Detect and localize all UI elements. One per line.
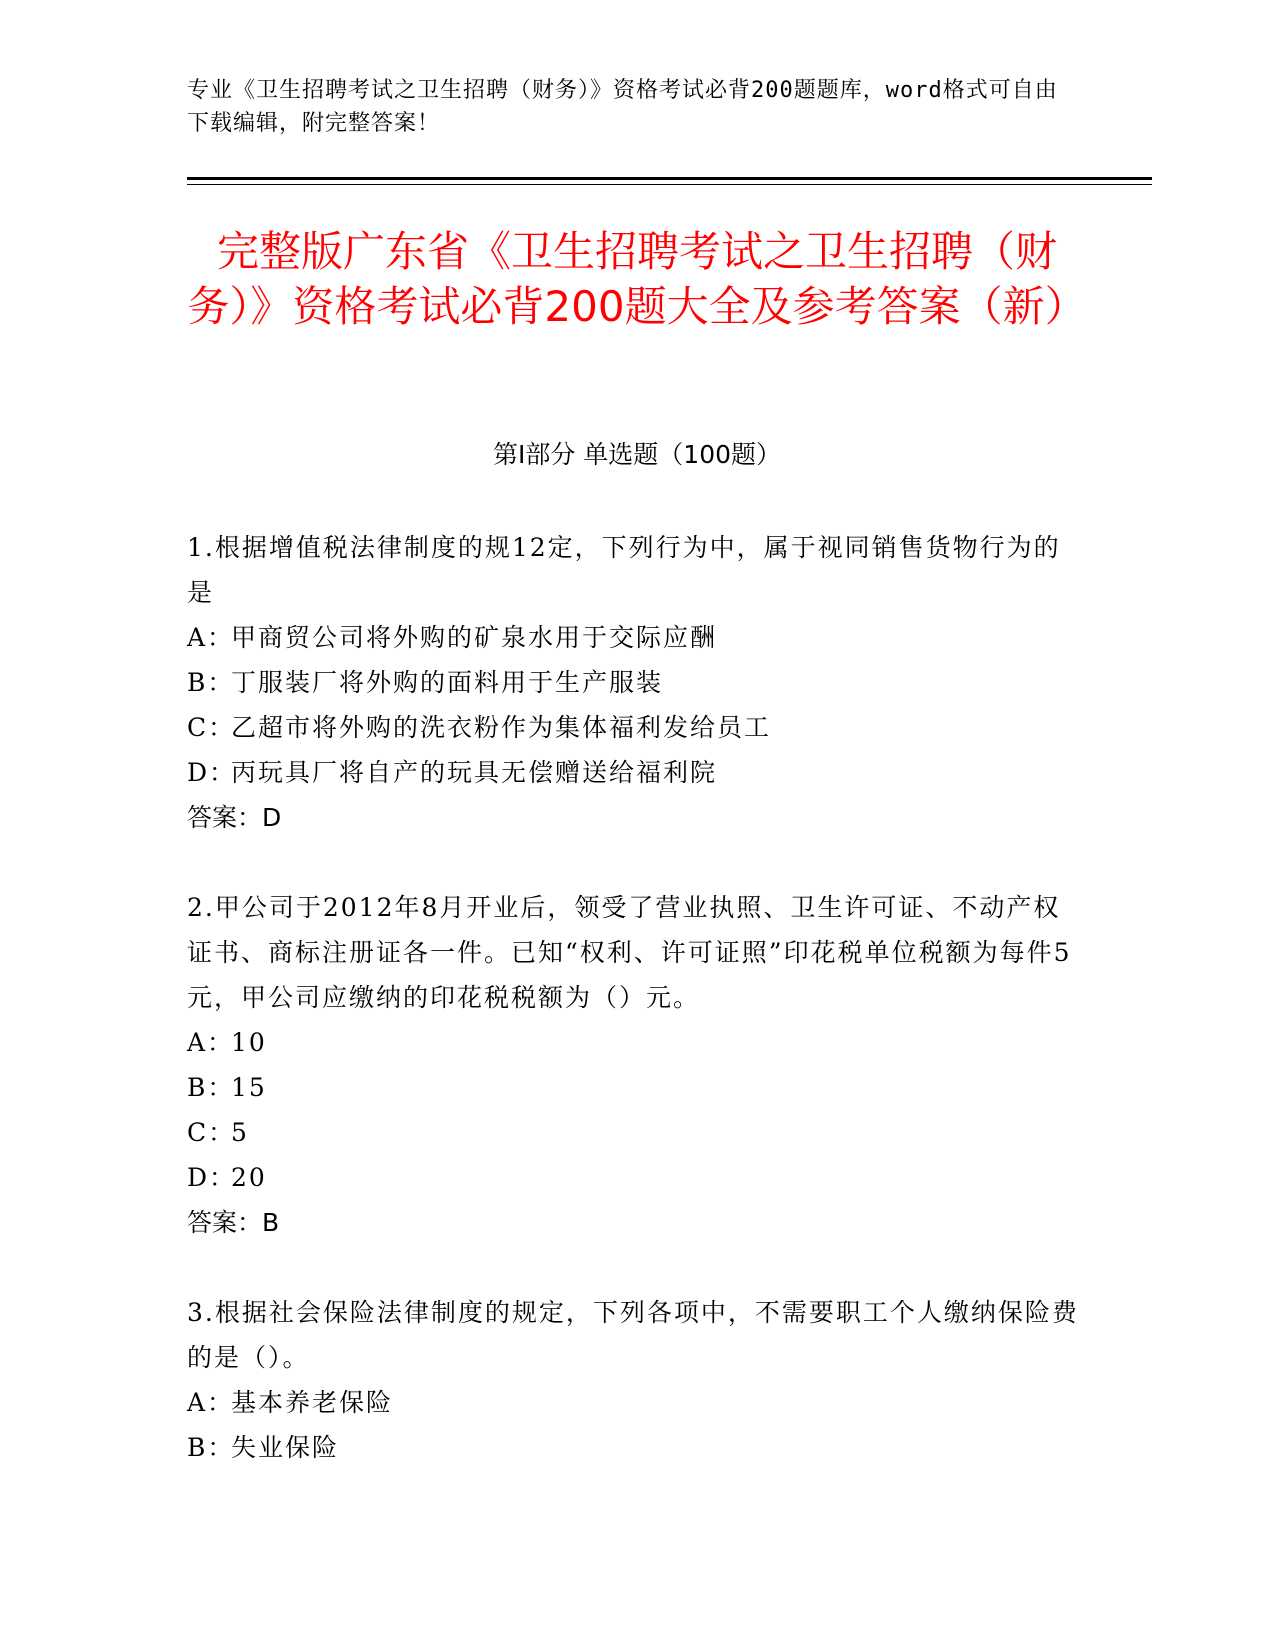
option-key: C： [187,713,236,742]
option-key: B： [187,1073,235,1102]
option-d [187,1155,1087,1200]
question-stem: 3.根据社会保险法律制度的规定，下列各项中，不需要职工个人缴纳保险费的是（）。 [187,1298,1079,1372]
option-text: 20 [231,1163,267,1192]
option-key: B： [187,668,235,697]
option-text: 15 [231,1073,267,1102]
option-a [187,1380,1087,1425]
option-text: 基本养老保险 [231,1388,394,1417]
option-text: 丙玩具厂将自产的玩具无偿赠送给福利院 [231,758,718,787]
answer: 答案：B [187,1208,280,1237]
option-key: A： [187,623,235,652]
option-a [187,615,1087,660]
option-key: C： [187,1118,236,1147]
question-spacer [187,840,1087,885]
option-a [187,1020,1087,1065]
option-text: 10 [231,1028,267,1057]
question-2 [187,885,1087,1245]
option-text: 丁服装厂将外购的面料用于生产服装 [231,668,664,697]
header-note: 专业《卫生招聘考试之卫生招聘（财务）》资格考试必背200题题库，word格式可自由下载编辑，附完整答案！ [187,78,1058,136]
answer: 答案：D [187,803,282,832]
option-d [187,750,1087,795]
question-stem: 2.甲公司于2012年8月开业后，领受了营业执照、卫生许可证、不动产权证书、商标注册证各一件。已知“权利、许可证照”印花税单位税额为每件5元，甲公司应缴纳的印花税税额为（）元。 [187,893,1072,1012]
option-key: A： [187,1388,235,1417]
option-key: D： [187,1163,237,1192]
option-key: B： [187,1433,235,1462]
option-key: A： [187,1028,235,1057]
option-b [187,1065,1087,1110]
header-rule-thin [187,184,1152,185]
section-title: 第Ⅰ部分 单选题（100题） [492,440,782,469]
option-b [187,660,1087,705]
question-stem: 1.根据增值税法律制度的规12定，下列行为中，属于视同销售货物行为的是 [187,533,1061,607]
option-c [187,705,1087,750]
document-title: 完整版广东省《卫生招聘考试之卫生招聘（财务）》资格考试必背200题大全及参考答案（新） [187,227,1087,331]
header-rule-thick [187,177,1152,180]
question-3 [187,1290,1087,1470]
question-list [187,525,1087,1470]
option-key: D： [187,758,237,787]
question-spacer [187,1245,1087,1290]
option-c [187,1110,1087,1155]
question-1 [187,525,1087,840]
option-text: 乙超市将外购的洗衣粉作为集体福利发给员工 [231,713,772,742]
option-text: 甲商贸公司将外购的矿泉水用于交际应酬 [231,623,718,652]
option-b [187,1425,1087,1470]
option-text: 5 [231,1118,249,1147]
option-text: 失业保险 [231,1433,340,1462]
